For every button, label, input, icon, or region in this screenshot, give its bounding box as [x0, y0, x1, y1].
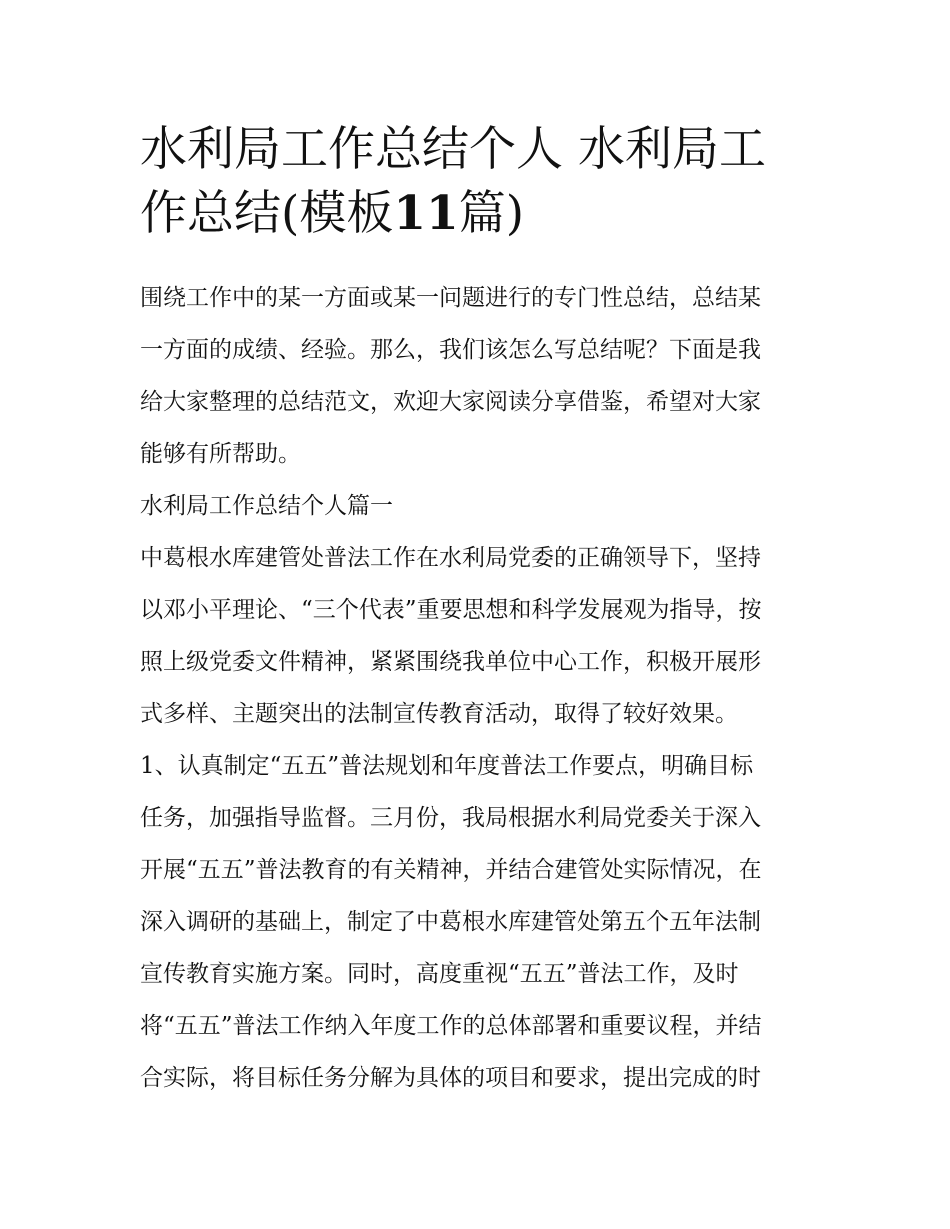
item-line: 1、认真制定“五五”普法规划和年度普法工作要点，明确目标 [140, 753, 754, 779]
intro-line: 一方面的成绩、经验。那么，我们该怎么写总结呢？下面是我 [140, 337, 761, 363]
item-line: 任务，加强指导监督。三月份，我局根据水利局党委关于深入 [140, 805, 761, 831]
title-line-1: 水利局工作总结个人 水利局工 [140, 122, 766, 177]
section-heading-text: 水利局工作总结个人篇一 [140, 493, 393, 519]
body-paragraph-1 [140, 532, 820, 740]
title-line-2-prefix: 作总结(模板 [140, 186, 394, 241]
section-heading [140, 480, 820, 532]
intro-line: 给大家整理的总结范文，欢迎大家阅读分享借鉴，希望对大家 [140, 389, 761, 415]
intro-line: 能够有所帮助。 [140, 441, 301, 467]
intro-paragraph [140, 272, 820, 480]
document-content [140, 118, 820, 1104]
item-line: 将“五五”普法工作纳入年度工作的总体部署和重要议程，并结 [140, 1013, 762, 1039]
title-line-2-suffix: 篇) [458, 186, 525, 241]
intro-line: 围绕工作中的某一方面或某一问题进行的专门性总结，总结某 [140, 285, 761, 311]
body-line: 照上级党委文件精神，紧紧围绕我单位中心工作，积极开展形 [140, 649, 761, 675]
item-line: 宣传教育实施方案。同时，高度重视“五五”普法工作，及时 [140, 961, 739, 987]
item-line: 合实际，将目标任务分解为具体的项目和要求，提出完成的时 [140, 1065, 761, 1091]
body-line: 式多样、主题突出的法制宣传教育活动，取得了较好效果。 [140, 701, 738, 727]
numbered-item-1 [140, 740, 820, 1104]
title-line-2-number: 11 [393, 186, 459, 241]
body-line: 中葛根水库建管处普法工作在水利局党委的正确领导下，坚持 [140, 545, 761, 571]
item-line: 开展“五五”普法教育的有关精神，并结合建管处实际情况，在 [140, 857, 762, 883]
body-line: 以邓小平理论、“三个代表”重要思想和科学发展观为指导，按 [140, 597, 762, 623]
document-title [140, 118, 820, 246]
item-line: 深入调研的基础上，制定了中葛根水库建管处第五个五年法制 [140, 909, 761, 935]
